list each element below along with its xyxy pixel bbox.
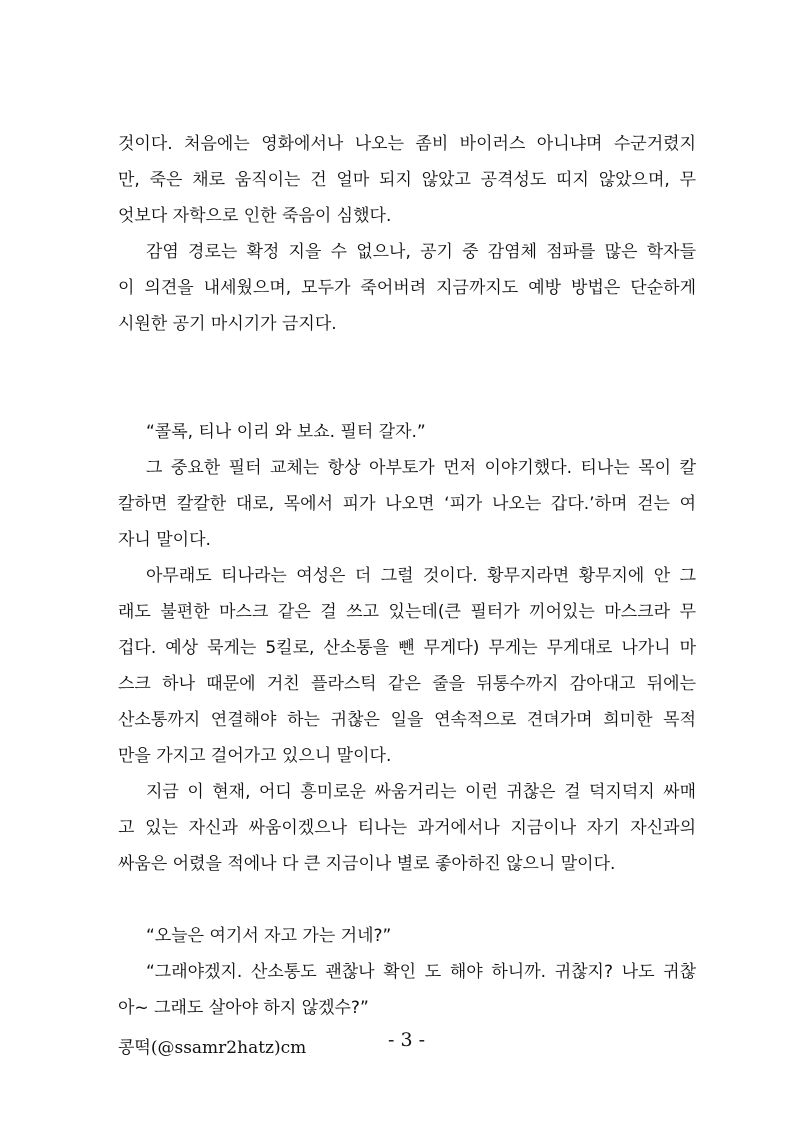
text-line: 그 중요한 필터 교체는 항상 아부토가 먼저 이야기했다. 티나는 목이 칼	[146, 458, 696, 478]
text-line: 겁다. 예상 묵게는 5킬로, 산소통을 뺀 무게다) 무게는 무게대로 나가니 마	[118, 638, 696, 658]
text-line: 엇보다 자학으로 인한 죽음이 심했다.	[118, 206, 392, 226]
dialogue-line: “그래야겠지. 산소통도 괜찮나 확인 도 해야 하니까. 귀찮지? 나도 귀찮	[146, 962, 696, 982]
footer-author: 콩떡(@ssamr2hatz)cm	[118, 1038, 307, 1058]
body-text	[118, 126, 696, 1026]
text-line: 아무래도 티나라는 여성은 더 그럴 것이다. 황무지라면 황무지에 안 그	[146, 566, 696, 586]
text-line: 스크 하나 때문에 거친 플라스틱 같은 줄을 뒤통수까지 감아대고 뒤에는	[118, 674, 696, 694]
text-line: 고 있는 자신과 싸움이겠으나 티나는 과거에서나 지금이나 자기 자신과의	[118, 818, 696, 838]
dialogue-line: “오늘은 여기서 자고 가는 거네?”	[146, 926, 392, 946]
text-line: 만을 가지고 걸어가고 있으니 말이다.	[118, 746, 392, 766]
text-line: 자니 말이다.	[118, 530, 211, 550]
dialogue-line: 아~ 그래도 살아야 하지 않겠수?”	[118, 998, 369, 1018]
section-gap	[118, 882, 696, 918]
text-line: 산소통까지 연결해야 하는 귀찮은 일을 연속적으로 견뎌가며 희미한 목적	[118, 710, 696, 730]
page-number: - 3 -	[388, 1029, 426, 1051]
text-line: 지금 이 현재, 어디 흥미로운 싸움거리는 이런 귀찮은 걸 덕지덕지 싸매	[146, 782, 696, 802]
paragraph	[118, 126, 696, 234]
dialogue-line: “콜록, 티나 이리 와 보쇼. 필터 갈자.”	[146, 422, 426, 442]
text-line: 싸움은 어렸을 적에나 다 큰 지금이나 별로 좋아하진 않으니 말이다.	[118, 854, 616, 874]
paragraph	[118, 234, 696, 342]
paragraph	[118, 414, 696, 450]
paragraph	[118, 450, 696, 558]
text-line: 이 의견을 내세웠으며, 모두가 죽어버려 지금까지도 예방 방법은 단순하게	[118, 278, 696, 298]
text-line: 것이다. 처음에는 영화에서나 나오는 좀비 바이러스 아니냐며 수군거렸지	[118, 134, 696, 154]
text-line: 감염 경로는 확정 지을 수 없으나, 공기 중 감염체 점파를 많은 학자들	[146, 242, 696, 262]
section-gap	[118, 342, 696, 414]
text-line: 칼하면 칼칼한 대로, 목에서 피가 나오면 ‘피가 나오는 갑다.’하며 걷는 여	[118, 494, 696, 514]
paragraph	[118, 918, 696, 954]
text-line: 래도 불편한 마스크 같은 걸 쓰고 있는데(큰 필터가 끼어있는 마스크라 무	[118, 602, 696, 622]
paragraph	[118, 558, 696, 774]
text-line: 시원한 공기 마시기가 금지다.	[118, 314, 337, 334]
paragraph	[118, 774, 696, 882]
text-line: 만, 죽은 채로 움직이는 건 얼마 되지 않았고 공격성도 띠지 않았으며, 무	[118, 170, 696, 190]
paragraph	[118, 954, 696, 1026]
